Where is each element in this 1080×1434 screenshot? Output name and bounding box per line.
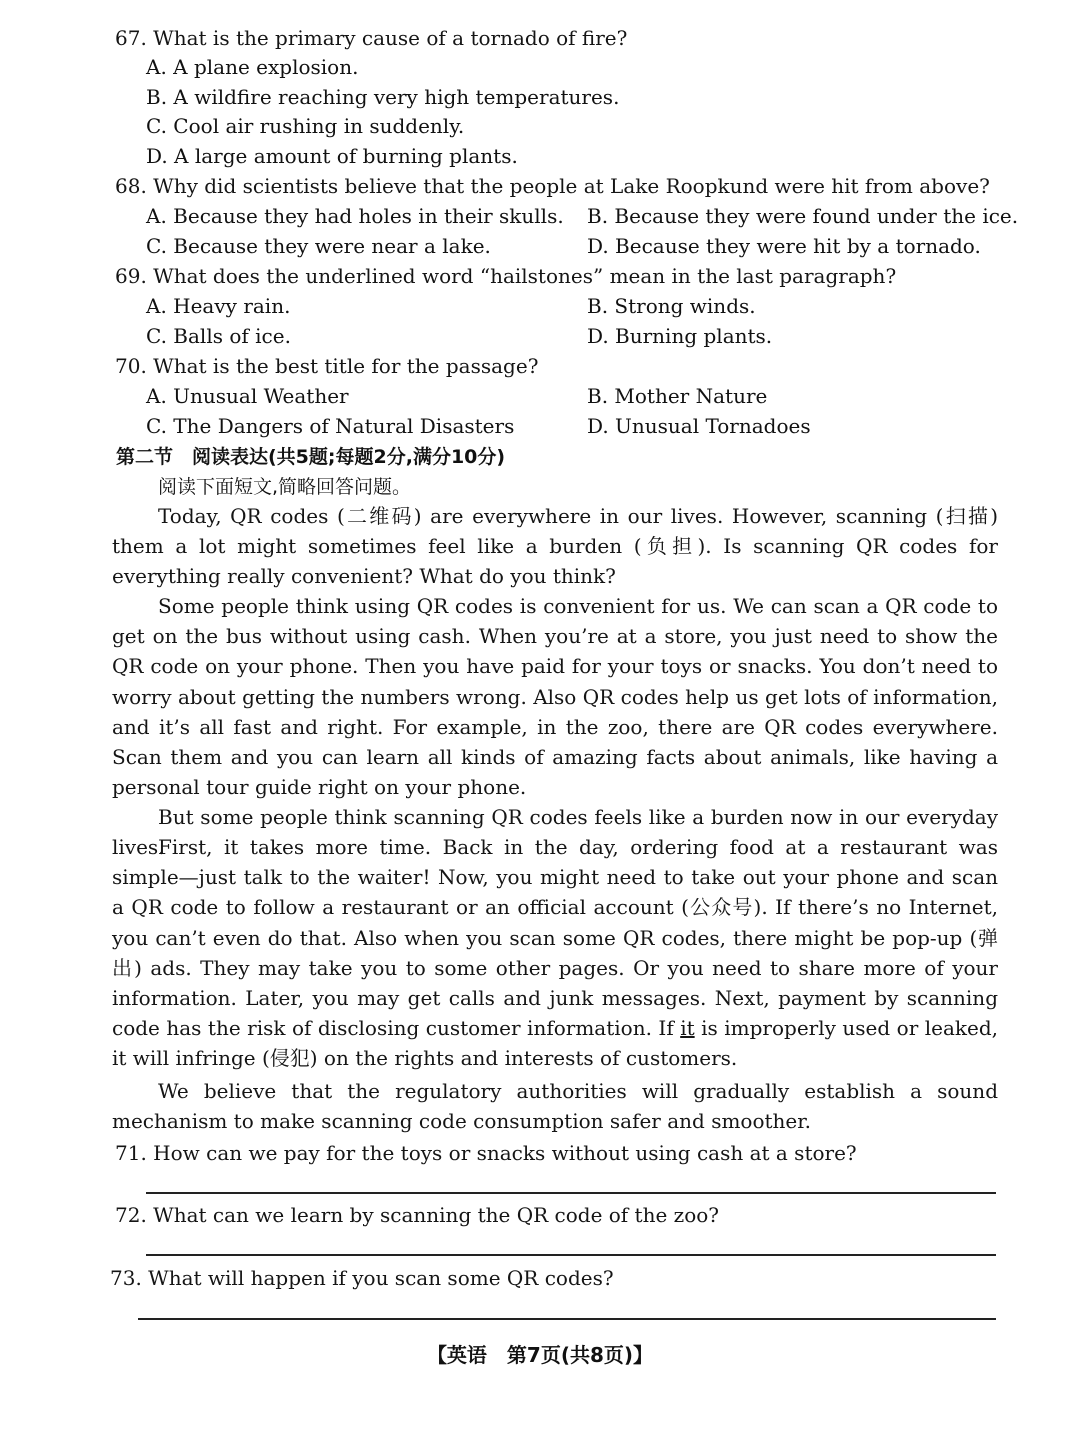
question-68-option-c: C. Because they were near a lake. [146,234,491,258]
question-67-option-c: C. Cool air rushing in suddenly. [146,114,465,138]
question-68-option-b: B. Because they were found under the ice. [587,204,1019,228]
question-70-stem: 70. What is the best title for the passage? [115,354,539,378]
question-72: 72. What can we learn by scanning the QR code of the zoo? [115,1203,720,1227]
question-68-option-a: A. Because they had holes in their skulls. [146,204,564,228]
question-70-option-c: C. The Dangers of Natural Disasters [146,414,515,438]
question-67-option-b: B. A wildfire reaching very high temperatures. [146,85,620,109]
underlined-word-it: it [680,1016,695,1041]
question-69-option-a: A. Heavy rain. [146,294,291,318]
question-69-option-d: D. Burning plants. [587,324,773,348]
answer-line-72[interactable] [146,1254,996,1256]
question-70-option-d: D. Unusual Tornadoes [587,414,811,438]
question-68-stem: 68. Why did scientists believe that the people at Lake Roopkund were hit from above? [115,174,990,198]
page-footer: 【英语 第7页(共8页)】 [426,1343,654,1367]
answer-line-73[interactable] [138,1318,996,1320]
question-69-stem: 69. What does the underlined word “hailstones” mean in the last paragraph? [115,264,897,288]
question-73: 73. What will happen if you scan some QR codes? [110,1266,614,1290]
question-71: 71. How can we pay for the toys or snacks without using cash at a store? [115,1141,857,1165]
passage-paragraph-4-after: is improperly used or leaked, it will infringe (侵犯) on the rights and interests of customers. [112,1016,999,1071]
answer-line-71[interactable] [146,1192,996,1194]
question-67-option-d: D. A large amount of burning plants. [146,144,518,168]
passage-paragraph-1: Today, QR codes (二维码) are everywhere in our lives. However, scanning (扫描) them a lot might sometimes feel like a burden (负担). Is scanning QR codes for everything really convenient? What do you think? [112,504,998,589]
question-69-option-c: C. Balls of ice. [146,324,291,348]
question-70-option-b: B. Mother Nature [587,384,768,408]
question-70-option-a: A. Unusual Weather [146,384,349,408]
passage-paragraph-4 [112,832,998,1074]
question-67-option-a: A. A plane explosion. [146,55,359,79]
passage-paragraph-4-before: First, it takes more time. Back in the day, ordering food at a restaurant was simple—just talk to the waiter! Now, you might need to take out your phone and scan a QR code to follow a restaurant or an official account (公众号). If there’s no Internet, you can’t even do that. Also when you scan some QR codes, there might be pop-up (弹出) ads. They may take you to some other pages. Or you need to share more of your information. Later, you may get calls and junk messages. Next, payment by scanning code has the risk of disclosing customer information. If [112,835,998,1041]
passage-paragraph-3: But some people think scanning QR codes feels like a burden now in our everyday lives. [112,805,998,860]
section-instruction: 阅读下面短文,简略回答问题。 [158,476,412,498]
passage-paragraph-2: Some people think using QR codes is convenient for us. We can scan a QR code to get on the bus without using cash. When you’re at a store, you just need to show the QR code on your phone. Then you have paid for your toys or snacks. You don’t need to worry about getting the numbers wrong. Also QR codes help us get lots of information, and it’s all fast and right. For example, in the zoo, there are QR codes everywhere. Scan them and you can learn all kinds of amazing facts about animals, like having a personal tour guide right on your phone. [112,594,998,800]
question-69-option-b: B. Strong winds. [587,294,756,318]
section-heading: 第二节 阅读表达(共5题;每题2分,满分10分) [116,446,506,468]
question-67-stem: 67. What is the primary cause of a tornado of fire? [115,26,628,50]
passage-paragraph-5: We believe that the regulatory authorities will gradually establish a sound mechanism to make scanning code consumption safer and smoother. [112,1079,998,1134]
question-68-option-d: D. Because they were hit by a tornado. [587,234,981,258]
